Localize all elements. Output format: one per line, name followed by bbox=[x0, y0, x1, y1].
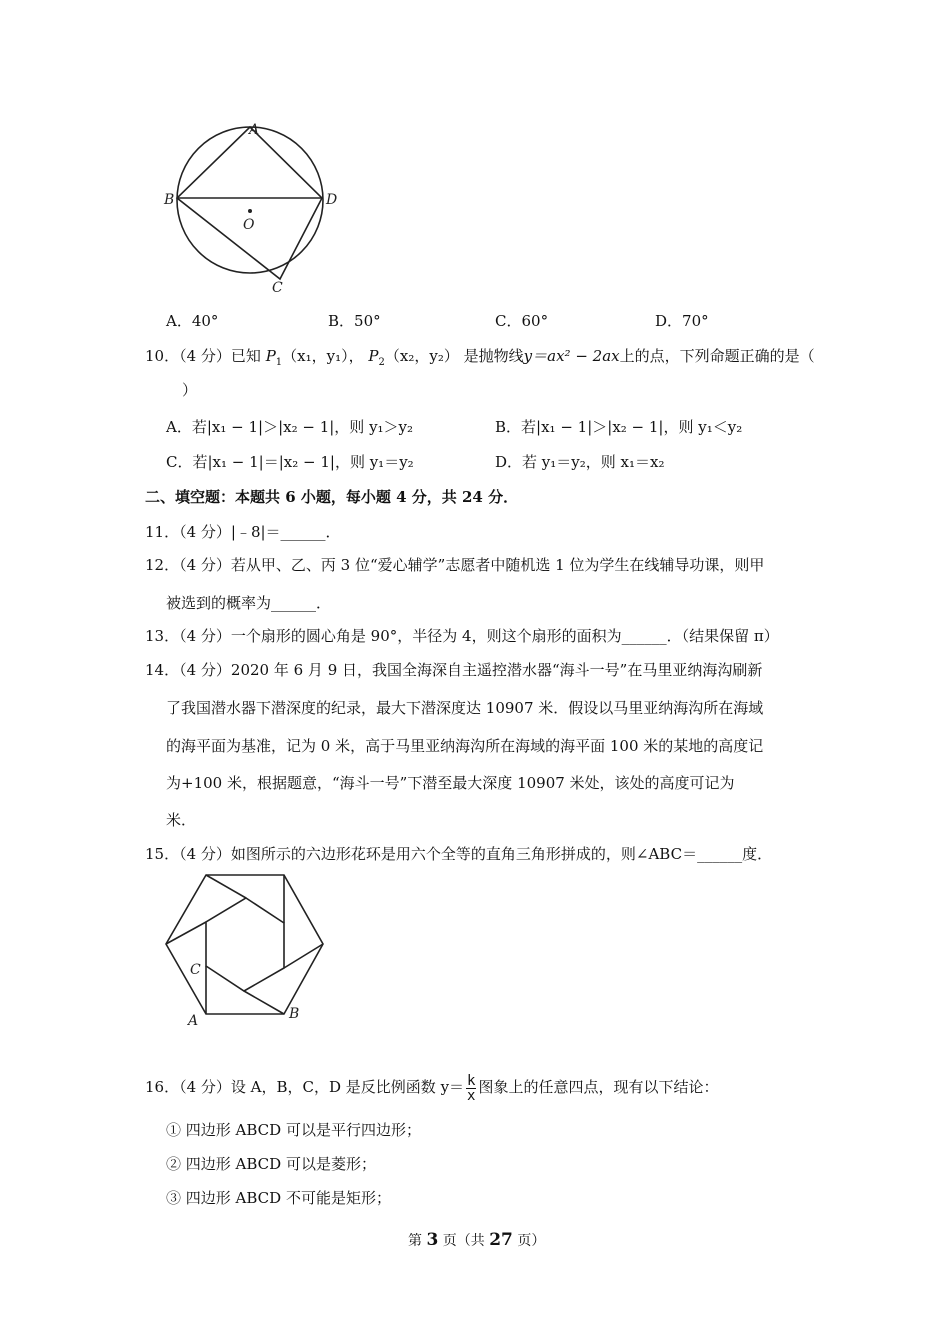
page-number: 3 bbox=[426, 1230, 439, 1250]
hex-label-a: A bbox=[188, 1013, 199, 1028]
label-b: B bbox=[164, 192, 175, 208]
q9-option-d[interactable]: D．70° bbox=[655, 312, 709, 330]
q16-item-3: ③ 四边形 ABCD 不可能是矩形； bbox=[166, 1189, 391, 1207]
center-dot bbox=[248, 209, 252, 213]
hexagon-outline bbox=[166, 875, 323, 1014]
label-a: A bbox=[249, 122, 260, 138]
q16-stem: 16．（4 分）设 A，B，C，D 是反比例函数 y＝ $\frac{k}{x}$ 图象上的任意四点，现有以下结论： bbox=[145, 1072, 719, 1104]
q14-line1: 14．（4 分）2020 年 6 月 9 日，我国全海深自主遥控潜水器“海斗一号”在马里亚纳海沟刷新 bbox=[145, 661, 763, 679]
hexagon-inner-lines bbox=[166, 875, 323, 1014]
hex-label-c: C bbox=[190, 962, 201, 978]
q10-option-d[interactable]: D．若 y₁＝y₂，则 x₁＝x₂ bbox=[495, 453, 665, 471]
section-2-title: 二、填空题：本题共 6 小题，每小题 4 分，共 24 分． bbox=[145, 488, 519, 506]
q10-option-b[interactable]: B．若|x₁ − 1|＞|x₂ − 1|，则 y₁＜y₂ bbox=[495, 418, 743, 436]
q9-option-a[interactable]: A．40° bbox=[166, 312, 219, 330]
hex-label-b: B bbox=[289, 1006, 300, 1022]
q10-option-a[interactable]: A．若|x₁ − 1|＞|x₂ − 1|，则 y₁＞y₂ bbox=[166, 418, 414, 436]
q14-line4: 为+100 米，根据题意，“海斗一号”下潜至最大深度 10907 米处，该处的高度可记为 bbox=[166, 774, 735, 792]
label-o: O bbox=[243, 217, 255, 233]
circle-figure bbox=[150, 110, 360, 310]
q9-option-b[interactable]: B．50° bbox=[328, 312, 381, 330]
q12-line1: 12．（4 分）若从甲、乙、丙 3 位“爱心辅学”志愿者中随机选 1 位为学生在线辅导功课，则甲 bbox=[145, 556, 765, 574]
q16-item-2: ② 四边形 ABCD 可以是菱形； bbox=[166, 1155, 376, 1173]
label-c: C bbox=[272, 280, 283, 296]
q10-option-c[interactable]: C．若|x₁ − 1|＝|x₂ − 1|，则 y₁＝y₂ bbox=[166, 453, 414, 471]
fraction-k-over-x: $\frac{k}{x}$ bbox=[467, 1072, 476, 1104]
q15: 15．（4 分）如图所示的六边形花环是用六个全等的直角三角形拼成的，则∠ABC＝______度． bbox=[145, 845, 773, 863]
page-footer: 第 3 页（共 27 页） bbox=[408, 1230, 546, 1250]
circle-o bbox=[177, 127, 323, 273]
q11: 11．（4 分）|﹣8|＝______． bbox=[145, 523, 341, 541]
hexagon-figure bbox=[150, 868, 340, 1028]
q14-line5: 米． bbox=[166, 811, 197, 829]
q13: 13．（4 分）一个扇形的圆心角是 90°，半径为 4，则这个扇形的面积为______．（结果保留 π） bbox=[145, 627, 779, 645]
q14-line2: 了我国潜水器下潜深度的纪录，最大下潜深度达 10907 米．假设以马里亚纳海沟所在海域 bbox=[166, 699, 764, 717]
label-d: D bbox=[326, 192, 338, 208]
page-total: 27 bbox=[489, 1230, 513, 1250]
q10-close-paren: ） bbox=[182, 381, 198, 399]
quadrilateral-abcd bbox=[177, 127, 322, 279]
q9-option-c[interactable]: C．60° bbox=[495, 312, 549, 330]
q12-line2: 被选到的概率为______． bbox=[166, 594, 332, 612]
q16-item-1: ① 四边形 ABCD 可以是平行四边形； bbox=[166, 1121, 421, 1139]
q10-stem: 10．（4 分）已知 $P_1(x_1$，y₁）， $P_2(x_2$，y₂） 是抛物线y＝ax² − 2ax上的点，下列命题正确的是（ bbox=[145, 347, 815, 368]
q14-line3: 的海平面为基准，记为 0 米，高于马里亚纳海沟所在海域的海平面 100 米的某地的高度记 bbox=[166, 737, 764, 755]
